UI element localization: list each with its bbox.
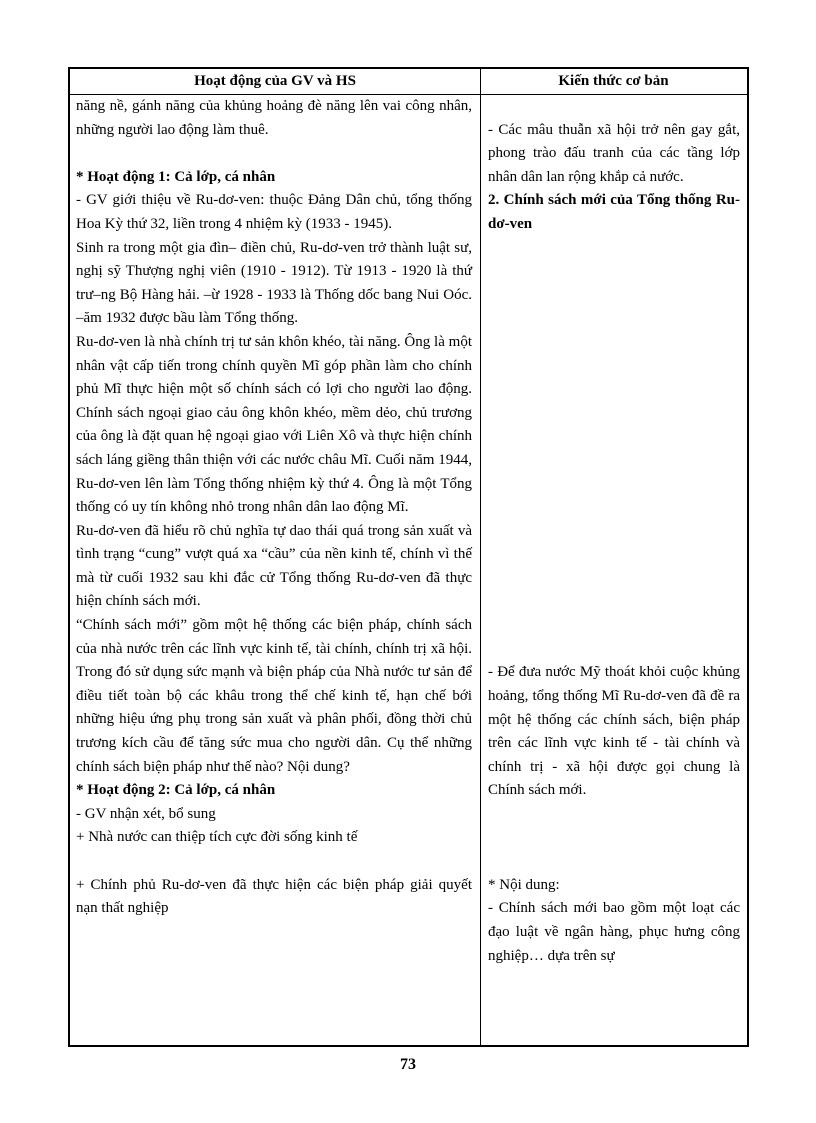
activity-heading: * Hoạt động 1: Cả lớp, cá nhân [76, 168, 276, 185]
spacer [488, 803, 740, 874]
paragraph: - Chính sách mới bao gồm một loạt các đạo luật về ngân hàng, phục hưng công nghiệp… dựa trên sự [488, 900, 740, 964]
activities-column [76, 95, 472, 921]
column-divider [480, 69, 481, 1045]
paragraph: - Để đưa nước Mỹ thoát khỏi cuộc khủng hoảng, tổng thống Mĩ Ru-dơ-ven đã đề ra một hệ thống các chính sách, biện pháp trên các lĩnh vực kinh tế - tài chính và chính trị - xã hội được gọi chung là Chính sách mới. [488, 664, 740, 799]
content-table [68, 67, 749, 1047]
paragraph: Ru-dơ-ven là nhà chính trị tư sản khôn khéo, tài năng. Ông là một nhân vật cấp tiến trong chính quyền Mĩ góp phần làm cho chính phủ Mĩ thực hiện một số chính sách có lợi cho người lao động. Chính sách ngoại giao cảu ông khôn khéo, mềm dẻo, chủ trương của ông là đặt quan hệ ngoại giao với Liên Xô và thực hiện chính sách láng giềng thân thiện với các nước châu Mĩ. Cuối năm 1944, Ru-dơ-ven lên làm Tổng thống nhiệm kỳ thứ 4. Ông là một Tổng thống có uy tín không nhỏ trong nhân dân lao động Mĩ. [76, 333, 472, 516]
table-header [70, 69, 747, 95]
spacer [76, 850, 472, 874]
paragraph: + Nhà nước can thiệp tích cực đời sống kinh tế [76, 829, 358, 846]
page-number: 73 [400, 1056, 416, 1073]
paragraph: “Chính sách mới” gồm một hệ thống các biện pháp, chính sách của nhà nước trên các lĩnh vực kinh tế, tài chính, chính trị xã hội. Trong đó sử dụng sức mạnh và biện pháp của Nhà nước tư sản để điều tiết toàn bộ các khâu trong thể chế kinh tế, hạn chế bới những hiệu ứng phụ trong sản xuất và phân phối, đồng thời chủ trương kích cầu để tăng sức mua cho người dân. Cụ thể những chính sách biện pháp như thế nào? Nội dung? [76, 617, 472, 775]
paragraph: + Chính phủ Ru-dơ-ven đã thực hiện các biện pháp giải quyết nạn thất nghiệp [76, 876, 472, 917]
knowledge-column [488, 95, 740, 968]
paragraph: * Nội dung: [488, 876, 560, 893]
spacer [488, 95, 740, 119]
paragraph: Sinh ra trong một gia đìn– điền chủ, Ru-dơ-ven trở thành luật sư, nghị sỹ Thượng nghị viên (1910 - 1912). Từ 1913 - 1920 là thứ trư–ng Bộ Hàng hải. –ừ 1928 - 1933 là Thống dốc bang Nui Oóc. –ăm 1932 được bầu làm Tổng thống. [76, 239, 472, 327]
section-heading: 2. Chính sách mới của Tổng thống Ru-dơ-ven [488, 192, 740, 232]
paragraph: - Các mâu thuẫn xã hội trở nên gay gắt, phong trào đấu tranh của các tầng lớp nhân dân lan rộng khắp cả nước. [488, 121, 740, 185]
activity-heading: * Hoạt động 2: Cả lớp, cá nhân [76, 782, 276, 799]
spacer [76, 142, 472, 166]
paragraph: - GV giới thiệu về Ru-dơ-ven: thuộc Đảng Dân chủ, tổng thống Hoa Kỳ thứ 32, liền trong 4 nhiệm kỳ (1933 - 1945). [76, 192, 472, 232]
header-knowledge: Kiến thức cơ bản [558, 73, 669, 89]
spacer [488, 237, 740, 662]
paragraph: - GV nhận xét, bổ sung [76, 805, 216, 822]
paragraph: năng nề, gánh năng của khủng hoảng đè năng lên vai công nhân, những người lao động làm thuê. [76, 98, 472, 138]
paragraph: Ru-dơ-ven đã hiểu rõ chủ nghĩa tự dao thái quá trong sản xuất và tình trạng “cung” vượt quá xa “cầu” của nền kinh tế, chính vì thế mà từ cuối 1932 sau khi đắc cử Tổng thống Ru-dơ-ven đã thực hiện chính sách mới. [76, 522, 472, 610]
header-activities: Hoạt động của GV và HS [194, 73, 356, 89]
